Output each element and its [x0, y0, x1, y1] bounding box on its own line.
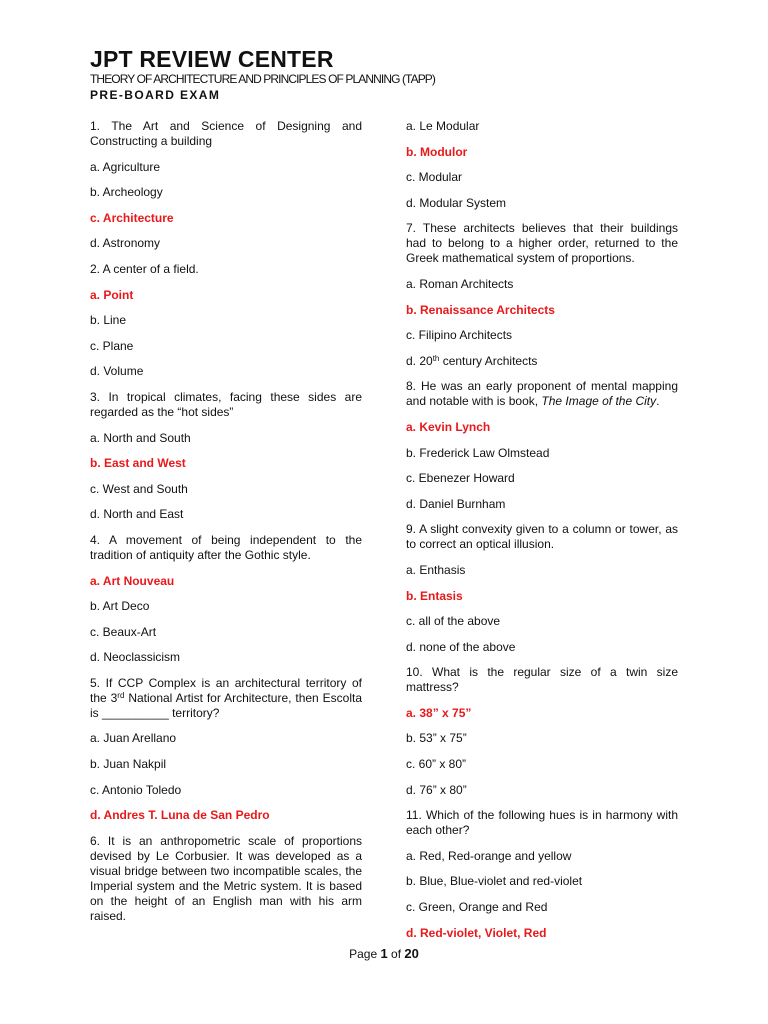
question-1: 1. The Art and Science of Designing and Constructing a building [90, 119, 362, 148]
option-7d-text-end: century Architects [439, 353, 538, 368]
option-8c: c. Ebenezer Howard [406, 471, 515, 486]
option-1d: d. Astronomy [90, 236, 161, 251]
question-8-text: 8. He was an early proponent of mental mapping and notable with is book, [406, 379, 678, 409]
question-5-text-end: National Artist for Architecture, then Escolta is __________ territory? [90, 690, 362, 720]
question-5 [90, 676, 362, 721]
answer-8a: a. Kevin Lynch [406, 419, 491, 434]
right-column [406, 119, 678, 951]
option-4d: d. Neoclassicism [90, 650, 181, 665]
option-11b: b. Blue, Blue-violet and red-violet [406, 874, 583, 889]
option-11c: c. Green, Orange and Red [406, 900, 548, 915]
question-3: 3. In tropical climates, facing these sides are regarded as the “hot sides” [90, 389, 362, 419]
option-3a: a. North and South [90, 430, 191, 445]
answer-11d: d. Red-violet, Violet, Red [406, 925, 547, 940]
answer-7b: b. Renaissance Architects [406, 302, 555, 317]
option-7d [406, 354, 678, 369]
option-10c: c. 60” x 80” [406, 757, 467, 772]
left-column [90, 119, 362, 934]
option-2c: c. Plane [90, 338, 134, 353]
option-3d: d. North and East [90, 507, 184, 522]
option-4c: c. Beaux-Art [90, 624, 157, 639]
page-title: JPT REVIEW CENTER [90, 46, 334, 72]
page-footer [0, 946, 768, 961]
question-5-text: 5. If CCP Complex is an architectural territory of the 3 [90, 675, 362, 705]
question-10: 10. What is the regular size of a twin size mattress? [406, 665, 678, 695]
option-9a: a. Enthasis [406, 562, 466, 577]
document-header [90, 46, 435, 103]
option-7d-ordinal: th [432, 353, 440, 363]
answer-9b: b. Entasis [406, 588, 463, 603]
option-2b: b. Line [90, 313, 127, 328]
answer-4a: a. Art Nouveau [90, 573, 175, 588]
option-7d-text: d. 20 [406, 353, 433, 368]
answer-5d: d. Andres T. Luna de San Pedro [90, 808, 270, 823]
option-9c: c. all of the above [406, 614, 501, 629]
answer-2a: a. Point [90, 287, 134, 302]
answer-10a: a. 38” x 75” [406, 705, 472, 720]
option-10d: d. 76” x 80” [406, 782, 467, 797]
option-5b: b. Juan Nakpil [90, 757, 167, 772]
option-6a: a. Le Modular [406, 119, 480, 133]
option-7c: c. Filipino Architects [406, 328, 513, 343]
option-2d: d. Volume [90, 364, 144, 379]
question-5-ordinal: rd [117, 690, 125, 700]
question-8-book-title: The Image of the City [541, 394, 657, 409]
answer-3b: b. East and West [90, 456, 186, 471]
answer-6b: b. Modulor [406, 144, 468, 159]
question-7: 7. These architects believes that their buildings had to belong to a higher order, returned to the Greek mathematical system of proportions. [406, 221, 678, 266]
question-8-text-end: . [656, 394, 660, 409]
question-11: 11. Which of the following hues is in harmony with each other? [406, 808, 678, 838]
subject-subtitle: THEORY OF ARCHITECTURE AND PRINCIPLES OF PLANNING (TAPP) [90, 72, 435, 86]
option-8b: b. Frederick Law Olmstead [406, 445, 550, 460]
page-word: Page [349, 947, 381, 961]
option-10b: b. 53” x 75” [406, 731, 467, 746]
option-5a: a. Juan Arellano [90, 731, 177, 746]
option-11a: a. Red, Red-orange and yellow [406, 848, 572, 863]
option-1a: a. Agriculture [90, 159, 161, 174]
question-4: 4. A movement of being independent to the tradition of antiquity after the Gothic style. [90, 532, 362, 562]
option-6d: d. Modular System [406, 195, 507, 210]
option-4b: b. Art Deco [90, 599, 150, 614]
exam-label: PRE-BOARD EXAM [90, 88, 221, 102]
question-8 [406, 379, 678, 409]
option-5c: c. Antonio Toledo [90, 782, 182, 797]
page-number: 1 [380, 946, 388, 961]
question-2: 2. A center of a field. [90, 261, 199, 276]
option-6c: c. Modular [406, 170, 463, 185]
option-7a: a. Roman Architects [406, 276, 514, 291]
of-word: of [387, 947, 405, 961]
total-pages: 20 [404, 946, 419, 961]
question-9: 9. A slight convexity given to a column or tower, as to correct an optical illusion. [406, 522, 678, 552]
option-8d: d. Daniel Burnham [406, 496, 506, 511]
option-9d: d. none of the above [406, 639, 516, 654]
question-6: 6. It is an anthropometric scale of proportions devised by Le Corbusier. It was developed as a visual bridge between two incompatible scales, the Imperial system and the Metric system. It is based on the height of an English man with his arm raised. [90, 833, 362, 923]
answer-1c: c. Architecture [90, 210, 174, 225]
option-3c: c. West and South [90, 481, 188, 496]
option-1b: b. Archeology [90, 185, 163, 200]
